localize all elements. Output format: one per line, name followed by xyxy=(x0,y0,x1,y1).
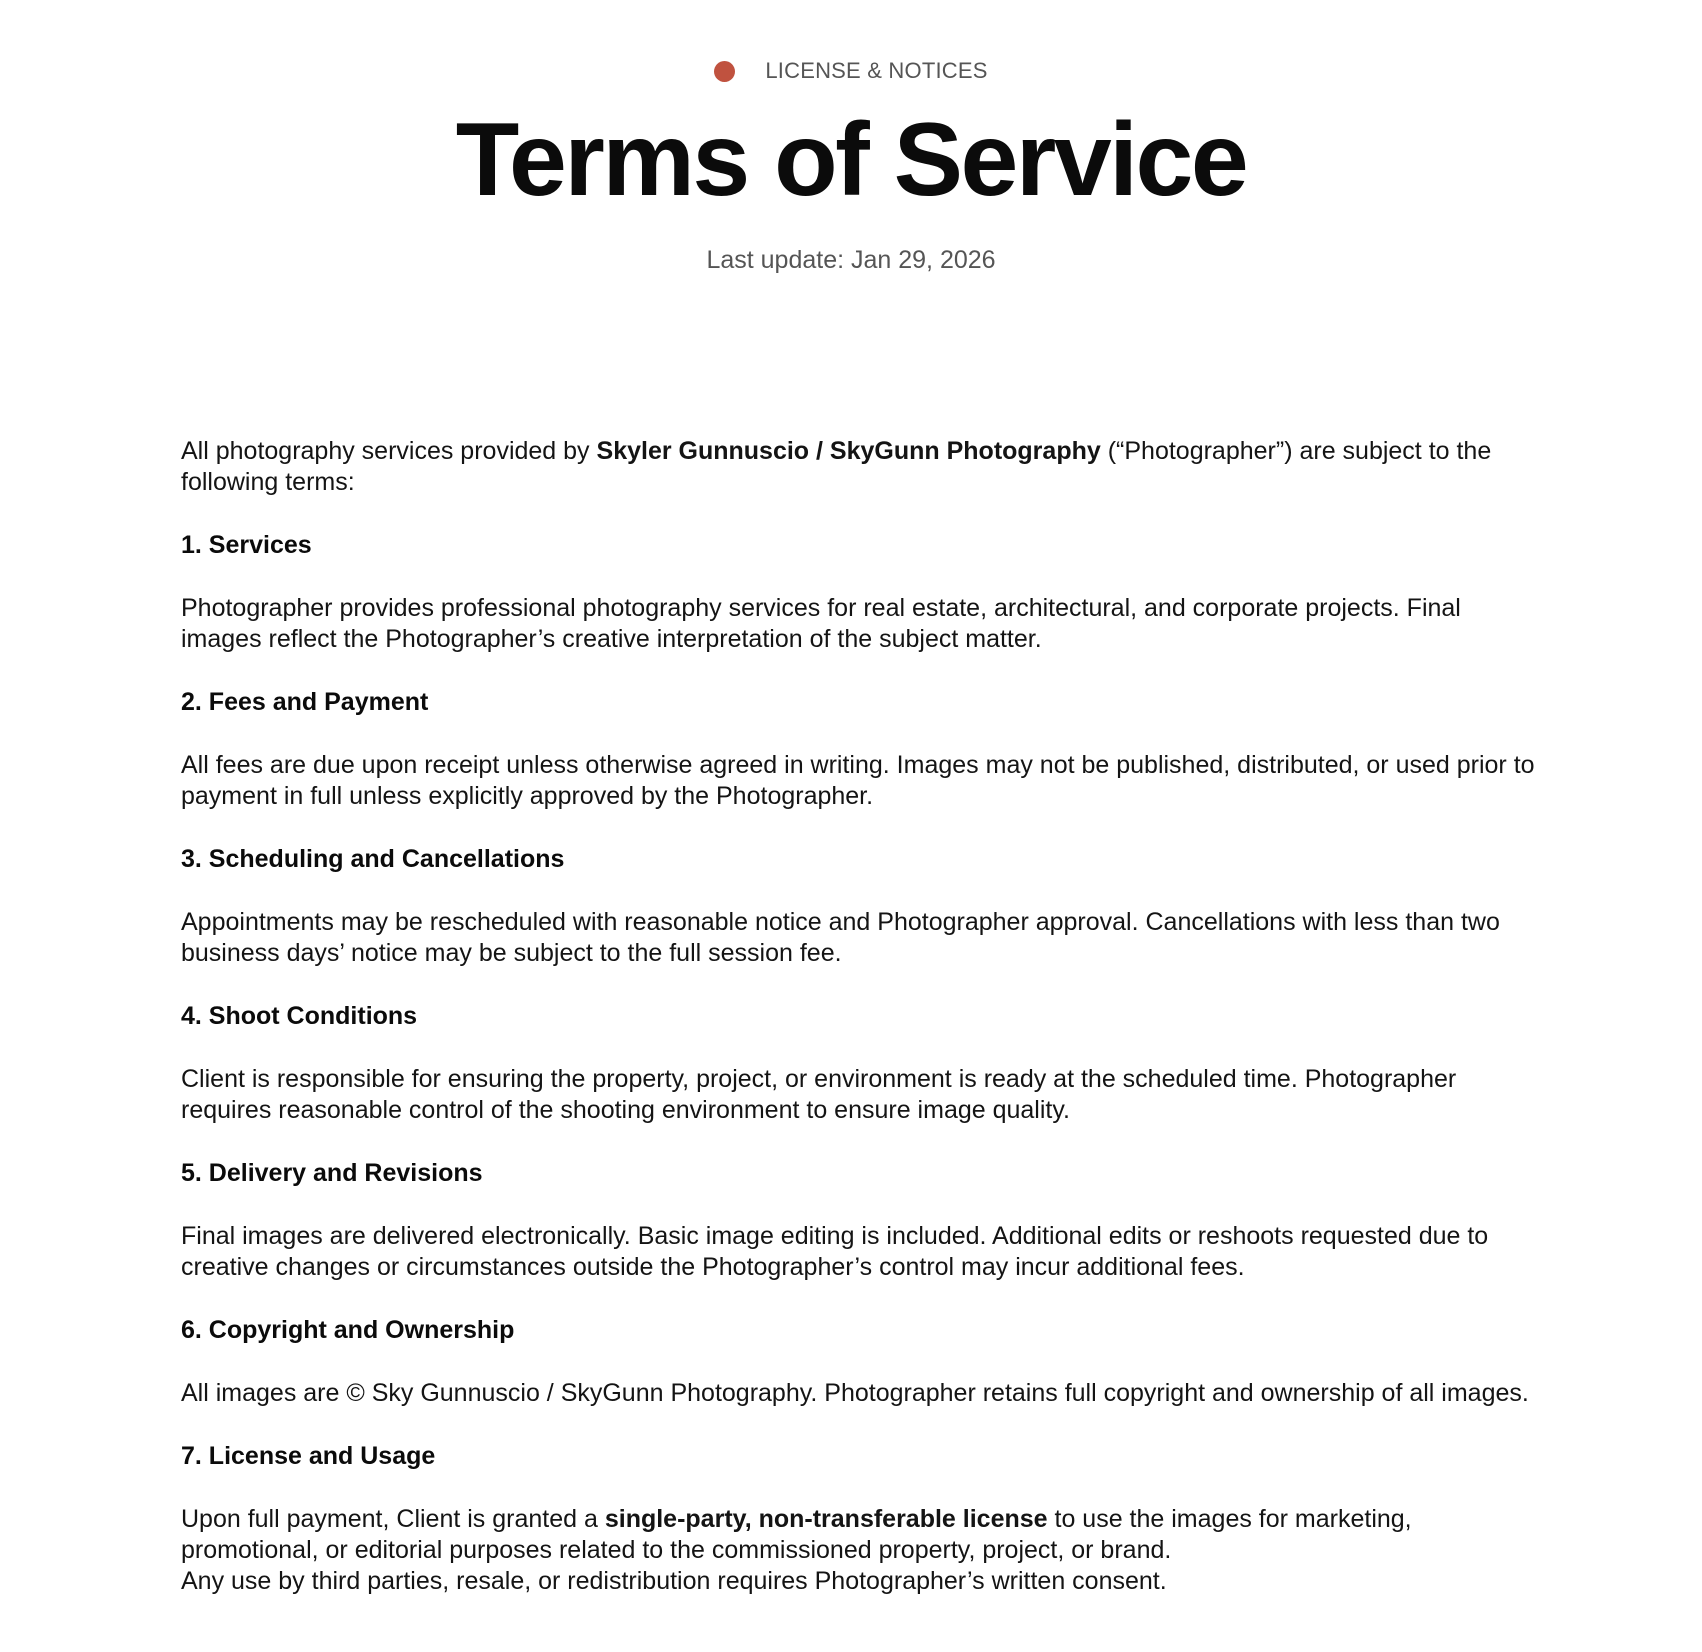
photographer-name: Skyler Gunnuscio / SkyGunn Photography xyxy=(596,437,1101,465)
section-heading-copyright: 6. Copyright and Ownership xyxy=(181,1316,515,1344)
section-body-delivery: Final images are delivered electronically. Basic image editing is included. Additional edits or reshoots requested due to creative changes or circumstances outside the Photographer’s control may incur additional fees. xyxy=(181,1222,1489,1281)
section-body-scheduling: Appointments may be rescheduled with reasonable notice and Photographer approval. Cancellations with less than two business days’ notice may be subject to the full session fee. xyxy=(181,908,1500,967)
page-title: Terms of Service xyxy=(455,102,1247,218)
section-heading-license: 7. License and Usage xyxy=(181,1442,436,1470)
section-heading-shoot-conditions: 4. Shoot Conditions xyxy=(181,1002,418,1030)
license-consent-line: Any use by third parties, resale, or redistribution requires Photographer’s written consent. xyxy=(181,1567,1167,1595)
section-body-services: Photographer provides professional photography services for real estate, architectural, and corporate projects. Final images reflect the Photographer’s creative interpretation of the subject matter. xyxy=(181,594,1461,653)
terms-content xyxy=(181,436,1541,1629)
accent-dot-icon xyxy=(714,61,735,82)
section-body-license xyxy=(181,1504,1541,1597)
section-heading-fees: 2. Fees and Payment xyxy=(181,688,429,716)
intro-text-end: (“Photographer”) are subject to the following terms: xyxy=(181,437,1492,496)
last-updated: Last update: Jan 29, 2026 xyxy=(706,246,996,274)
license-type: single-party, non-transferable license xyxy=(604,1505,1048,1533)
section-body-shoot-conditions: Client is responsible for ensuring the property, project, or environment is ready at the scheduled time. Photographer requires reasonable control of the shooting environment to ensure image quality. xyxy=(181,1065,1457,1124)
eyebrow xyxy=(0,58,1702,84)
intro-paragraph xyxy=(181,436,1541,498)
section-heading-services: 1. Services xyxy=(181,531,312,559)
intro-text-start: All photography services provided by xyxy=(181,437,597,465)
eyebrow-label: LICENSE & NOTICES xyxy=(765,58,988,83)
license-text-end: to use the images for marketing, promotional, or editorial purposes related to the commissioned property, project, or brand. xyxy=(181,1505,1412,1564)
section-heading-scheduling: 3. Scheduling and Cancellations xyxy=(181,845,565,873)
section-heading-delivery: 5. Delivery and Revisions xyxy=(181,1159,483,1187)
section-body-fees: All fees are due upon receipt unless otherwise agreed in writing. Images may not be published, distributed, or used prior to payment in full unless explicitly approved by the Photographer. xyxy=(181,751,1535,810)
section-body-copyright: All images are © Sky Gunnuscio / SkyGunn Photography. Photographer retains full copyright and ownership of all images. xyxy=(181,1379,1529,1407)
license-text-start: Upon full payment, Client is granted a xyxy=(181,1505,605,1533)
